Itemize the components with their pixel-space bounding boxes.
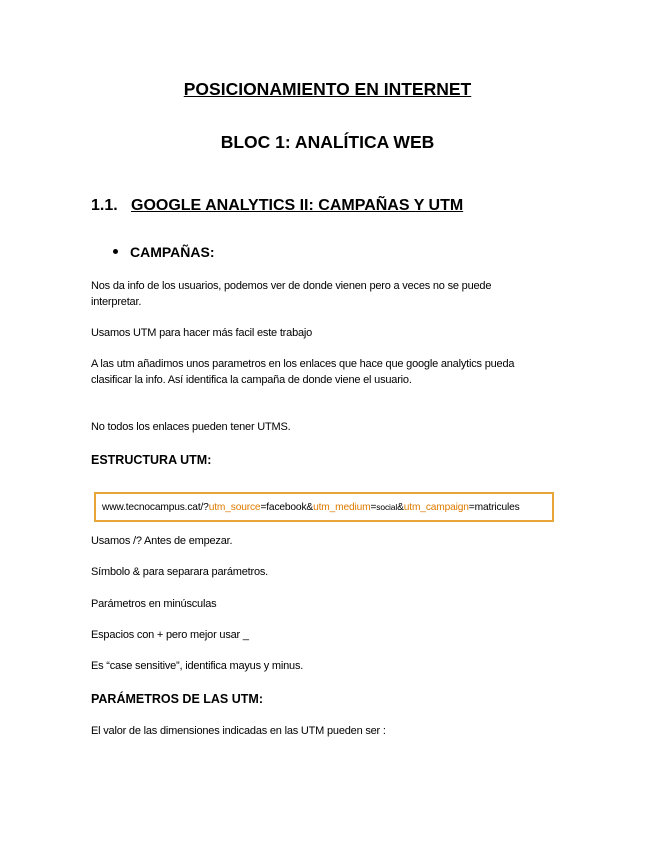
rule-3: Parámetros en minúsculas <box>91 598 217 610</box>
document-subtitle: BLOC 1: ANALÍTICA WEB <box>220 132 435 152</box>
paragraph-3-line-2: clasificar la info. Así identifica la campaña de donde viene el usuario. <box>91 374 412 386</box>
bullet-dot-icon <box>113 249 118 254</box>
utm-eq-3: = <box>468 502 475 513</box>
section-title: GOOGLE ANALYTICS II: CAMPAÑAS Y UTM <box>131 197 464 214</box>
paragraph-3-line-1: A las utm añadimos unos parametros en los enlaces que hace que google analytics pueda <box>91 358 515 370</box>
section-heading <box>91 197 463 215</box>
utm-eq-2: = <box>370 502 377 513</box>
utm-campaign-key: utm_campaign <box>403 502 469 513</box>
utm-amp-2: & <box>397 502 404 513</box>
document-title: POSICIONAMIENTO EN INTERNET <box>183 79 472 99</box>
paragraph-last: El valor de las dimensiones indicadas en las UTM pueden ser : <box>91 725 386 737</box>
utm-example-box <box>94 492 554 522</box>
paragraph-2: Usamos UTM para hacer más facil este trabajo <box>91 327 313 339</box>
rule-5: Es “case sensitive”, identifica mayus y minus. <box>91 660 304 672</box>
utm-source-key: utm_source <box>208 502 261 513</box>
heading-estructura-utm: ESTRUCTURA UTM: <box>91 453 212 467</box>
utm-medium-key: utm_medium <box>313 502 371 513</box>
bullet-heading <box>113 244 215 260</box>
utm-amp-1: & <box>306 502 314 513</box>
paragraph-4: No todos los enlaces pueden tener UTMS. <box>91 421 291 433</box>
bullet-heading-text: CAMPAÑAS: <box>130 244 215 260</box>
rule-2: Símbolo & para separara parámetros. <box>91 566 269 578</box>
utm-eq-1: = <box>260 502 267 513</box>
section-number: 1.1. <box>91 197 118 214</box>
utm-source-value: facebook <box>266 502 307 513</box>
heading-parametros-utm: PARÁMETROS DE LAS UTM: <box>91 692 263 706</box>
rule-4: Espacios con + pero mejor usar _ <box>91 629 249 641</box>
utm-base-url: www.tecnocampus.cat/? <box>102 502 209 513</box>
paragraph-1-line-1: Nos da info de los usuarios, podemos ver de donde vienen pero a veces no se puede <box>91 280 492 292</box>
utm-medium-value: social <box>376 502 398 512</box>
utm-campaign-value: matricules <box>474 502 520 513</box>
rule-1: Usamos /? Antes de empezar. <box>91 535 233 547</box>
paragraph-1-line-2: interpretar. <box>91 296 142 308</box>
